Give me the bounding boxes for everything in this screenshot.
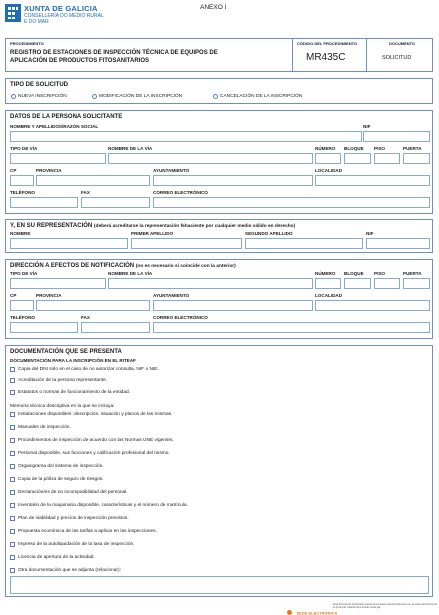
notif-number-label: NÚMERO	[315, 271, 336, 276]
doc-checkbox-statutes[interactable]	[10, 390, 15, 395]
notif-locality-field[interactable]	[315, 300, 430, 311]
applicant-province-label: PROVINCIA	[36, 168, 62, 173]
code-value: MR435C	[306, 52, 346, 63]
applicant-floor-label: PISO	[374, 146, 385, 151]
rep-name-field[interactable]	[10, 238, 128, 249]
notification-title	[10, 263, 236, 269]
applicant-via-type-label: TIPO DE VÍA	[10, 146, 38, 151]
notif-cp-label: CP	[10, 293, 17, 298]
applicant-block-label: BLOQUE	[344, 146, 364, 151]
applicant-phone-field[interactable]	[10, 197, 78, 208]
document-label: DOCUMENTO	[389, 41, 416, 46]
applicant-cp-label: CP	[10, 168, 17, 173]
doc-checkbox-procedures[interactable]	[10, 438, 15, 443]
doc-checkbox-facilities[interactable]	[10, 412, 15, 417]
procedure-label: PROCEDIMIENTO	[10, 41, 44, 46]
notif-via-name-label: NOMBRE DE LA VÍA	[108, 271, 153, 276]
doc-checkbox-machinery[interactable]	[10, 503, 15, 508]
applicant-phone-label: TELÉFONO	[10, 190, 36, 195]
rep-surname1-field[interactable]	[131, 238, 242, 249]
logo-department-2: E DO MAR	[24, 19, 49, 25]
notif-block-label: BLOQUE	[344, 271, 364, 276]
applicant-section	[5, 110, 433, 214]
applicant-nif-field[interactable]	[363, 131, 430, 142]
documentation-section	[5, 345, 433, 597]
notification-section	[5, 259, 433, 339]
rep-surname1-label: PRIMER APELLIDO	[131, 231, 174, 236]
doc-checkbox-incompatibility[interactable]	[10, 490, 15, 495]
doc-checkbox-representative[interactable]	[10, 378, 15, 383]
other-documentation-field[interactable]	[10, 576, 429, 594]
representative-title	[10, 223, 295, 229]
sede-badge-label: SEDE ELECTRÓNICA	[296, 610, 338, 615]
notif-door-field[interactable]	[403, 278, 430, 289]
notif-door-label: PUERTA	[403, 271, 422, 276]
request-type-section	[5, 78, 433, 104]
applicant-block-field[interactable]	[344, 153, 371, 164]
sede-icon	[287, 610, 292, 615]
notif-province-label: PROVINCIA	[36, 293, 62, 298]
procedure-text-2: APLICACIÓN DE PRODUCTOS FITOSANITARIOS	[10, 58, 150, 64]
notif-via-type-field[interactable]	[10, 278, 106, 289]
rep-nif-field[interactable]	[366, 238, 430, 249]
xunta-shield-icon	[5, 4, 21, 22]
applicant-locality-field[interactable]	[315, 175, 430, 186]
doc-item-insurance: Copia de la póliza de seguro de riesgos.	[18, 477, 104, 482]
code-label: CÓDIGO DEL PROCEDIMIENTO	[297, 41, 358, 46]
applicant-cp-field[interactable]	[10, 175, 34, 186]
doc-checkbox-staff[interactable]	[10, 451, 15, 456]
notification-note: (no es necesario si coincide con la anterior)	[135, 264, 236, 269]
group2-title: Memoria técnica descriptiva en la que se incluya:	[10, 404, 115, 409]
doc-checkbox-manuals[interactable]	[10, 425, 15, 430]
notif-email-label: CORREO ELECTRÓNICO	[153, 315, 208, 320]
notif-fax-label: FAX	[81, 315, 90, 320]
notif-floor-field[interactable]	[374, 278, 400, 289]
applicant-locality-label: LOCALIDAD	[315, 168, 343, 173]
applicant-province-field[interactable]	[36, 175, 150, 186]
rep-nif-label: NIF	[366, 231, 374, 236]
notif-locality-label: LOCALIDAD	[315, 293, 343, 298]
doc-item-staff: Personal disponible, sus funciones y calificación profesional del mismo.	[18, 451, 170, 456]
doc-item-machinery: Inventario de la maquinaria disponible, características y el número de matrícula.	[18, 503, 188, 508]
applicant-name-label: NOMBRE Y APELLIDOS/RAZÓN SOCIAL	[10, 124, 99, 129]
notif-fax-field[interactable]	[81, 322, 150, 333]
notif-number-field[interactable]	[315, 278, 341, 289]
request-type-title: TIPO DE SOLICITUD	[10, 82, 69, 88]
notif-phone-label: TELÉFONO	[10, 315, 36, 320]
applicant-door-field[interactable]	[403, 153, 430, 164]
notif-council-label: AYUNTAMIENTO	[153, 293, 190, 298]
applicant-via-name-field[interactable]	[108, 153, 313, 164]
applicant-email-label: CORREO ELECTRÓNICO	[153, 190, 208, 195]
applicant-fax-field[interactable]	[81, 197, 150, 208]
new-registration-radio[interactable]	[11, 94, 16, 99]
applicant-number-field[interactable]	[315, 153, 341, 164]
notif-via-type-label: TIPO DE VÍA	[10, 271, 38, 276]
notif-cp-field[interactable]	[10, 300, 34, 311]
notif-council-field[interactable]	[153, 300, 313, 311]
notif-block-field[interactable]	[344, 278, 371, 289]
doc-item-statutes: Estatutos o normas de funcionamiento de la entidad.	[18, 390, 130, 395]
documentation-title: DOCUMENTACIÓN QUE SE PRESENTA	[10, 349, 122, 355]
applicant-number-label: NÚMERO	[315, 146, 336, 151]
doc-checkbox-license[interactable]	[10, 555, 15, 560]
rep-name-label: NOMBRE	[10, 231, 31, 236]
doc-checkbox-dni[interactable]	[10, 367, 15, 372]
new-registration-label: NUEVA INSCRIPCIÓN	[18, 94, 67, 99]
doc-item-procedures: Procedimientos de inspección de acuerdo con las Normas UNE vigentes.	[18, 438, 174, 443]
applicant-via-name-label: NOMBRE DE LA VÍA	[108, 146, 153, 151]
modification-label: MODIFICACIÓN DE LA INSCRIPCIÓN	[99, 94, 183, 99]
applicant-door-label: PUERTA	[403, 146, 422, 151]
applicant-fax-label: FAX	[81, 190, 90, 195]
doc-item-representative: Acreditación de la persona representante.	[18, 378, 108, 383]
applicant-name-field[interactable]	[10, 131, 362, 142]
sede-electronica-badge[interactable]	[287, 604, 337, 615]
cancellation-label: CANCELACIÓN DE LA INSCRIPCIÓN	[220, 94, 303, 99]
doc-item-facilities: Instalaciones disponibles: descripción, situación y planos de las mismas.	[18, 412, 173, 417]
notif-province-field[interactable]	[36, 300, 150, 311]
group1-title: DOCUMENTACIÓN PARA LA INSCRIPCIÓN EN EL RITEAF	[10, 358, 136, 363]
doc-checkbox-org-chart[interactable]	[10, 464, 15, 469]
doc-item-dni: Copia del DNI solo en el caso de no autorizar consulta, NIF o NIE.	[18, 367, 159, 372]
applicant-nif-label: NIF	[363, 124, 371, 129]
doc-checkbox-insurance[interactable]	[10, 477, 15, 482]
document-value: SOLICITUD	[382, 55, 412, 61]
representative-section	[5, 219, 433, 253]
applicant-title: DATOS DE LA PERSONA SOLICITANTE	[10, 114, 123, 120]
doc-checkbox-tax-form[interactable]	[10, 542, 15, 547]
notif-email-field[interactable]	[153, 322, 430, 333]
footer-note: Esta fórmula de tramitación puede presentarse electrónicamente en la sede electrónica de la Xunta de Galicia https://sede.xunta.gal	[333, 603, 437, 610]
doc-item-other: Otra documentación que se adjunta (relacionar):	[18, 568, 121, 573]
applicant-council-label: AYUNTAMIENTO	[153, 168, 190, 173]
notif-via-name-field[interactable]	[108, 278, 313, 289]
doc-item-viability: Plan de viabilidad y precios de inspección previstos.	[18, 516, 129, 521]
doc-item-license: Licencia de apertura de la actividad.	[18, 555, 95, 560]
logo-title: XUNTA DE GALICIA	[24, 4, 98, 13]
annex-label: ANEXO I	[200, 4, 227, 11]
representative-note: (deberá acreditarse la representación fehaciente por cualquier medio válido en derecho)	[93, 224, 296, 229]
doc-item-manuals: Manuales de inspección.	[18, 425, 71, 430]
doc-item-tax-form: Impreso de la autoliquidación de la tasa de inspección.	[18, 542, 135, 547]
notification-title-text: DIRECCIÓN A EFECTOS DE NOTIFICACIÓN	[10, 263, 135, 269]
doc-checkbox-viability[interactable]	[10, 516, 15, 521]
modification-radio[interactable]	[92, 94, 97, 99]
notif-floor-label: PISO	[374, 271, 385, 276]
doc-checkbox-other[interactable]	[10, 568, 15, 573]
doc-item-org-chart: Organigrama del sistema de inspección.	[18, 464, 104, 469]
applicant-council-field[interactable]	[153, 175, 313, 186]
title-row	[5, 38, 433, 72]
doc-checkbox-fees[interactable]	[10, 529, 15, 534]
rep-surname2-label: SEGUNDO APELLIDO	[245, 231, 293, 236]
representative-title-text: Y, EN SU REPRESENTACIÓN	[10, 223, 93, 229]
logo-department-1: CONSELLERÍA DO MEDIO RURAL	[24, 13, 104, 19]
notif-phone-field[interactable]	[10, 322, 78, 333]
applicant-email-field[interactable]	[153, 197, 430, 208]
doc-item-fees: Propuesta económica de las tarifas a aplicar en las inspecciones.	[18, 529, 157, 534]
applicant-floor-field[interactable]	[374, 153, 400, 164]
procedure-text-1: REGISTRO DE ESTACIONES DE INSPECCIÓN TÉCNICA DE EQUIPOS DE	[10, 50, 218, 56]
doc-item-incompatibility: Declaración/es de no incompatibilidad del personal.	[18, 490, 128, 495]
rep-surname2-field[interactable]	[245, 238, 363, 249]
xunta-logo	[5, 4, 21, 22]
applicant-via-type-field[interactable]	[10, 153, 106, 164]
cancellation-radio[interactable]	[213, 94, 218, 99]
